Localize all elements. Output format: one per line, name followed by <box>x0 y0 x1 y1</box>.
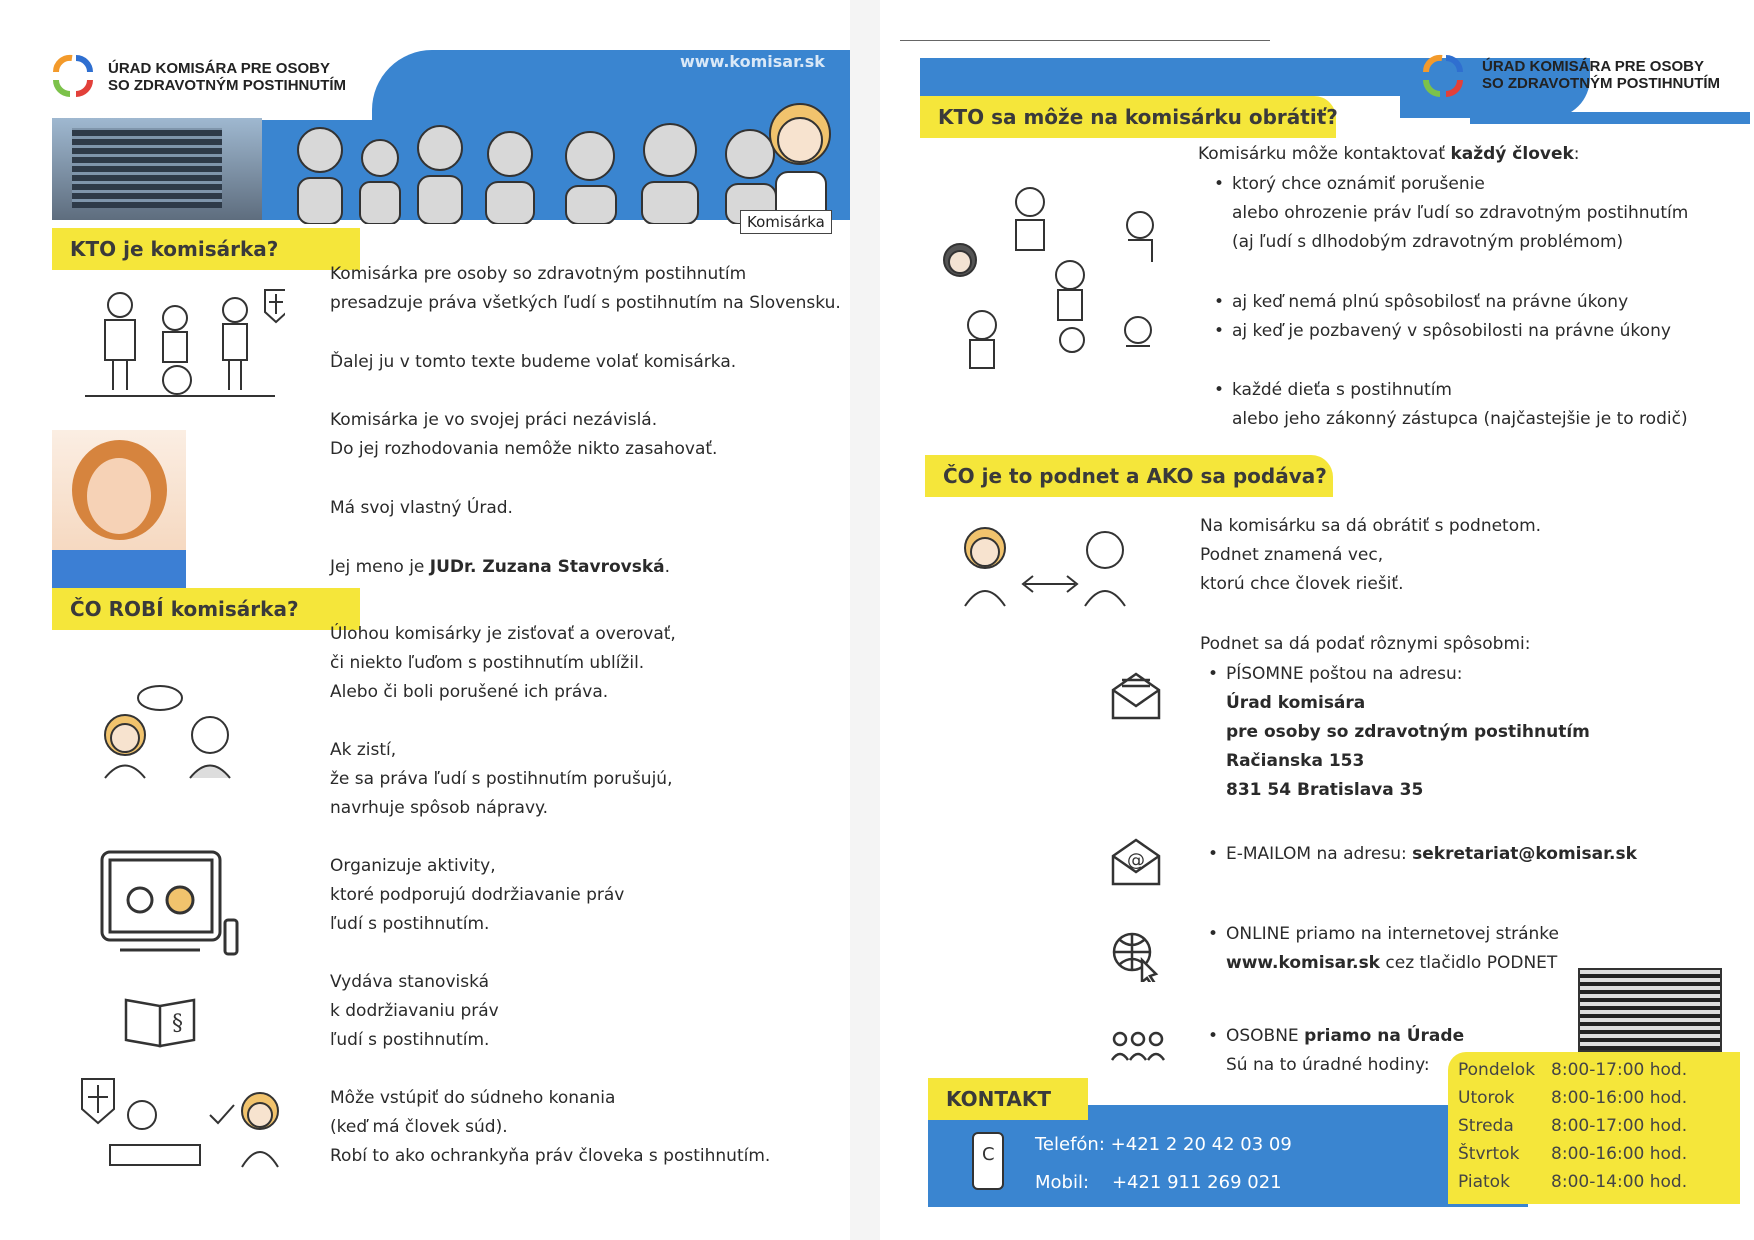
mobile-row: Mobil: +421 911 269 021 <box>1035 1172 1282 1193</box>
p2: Ďalej ju v tomto texte budeme volať komisárka. <box>330 352 737 372</box>
podnet-text: Na komisárku sa dá obrátiť s podnetom. Podnet znamená vec, ktorú chce človek riešiť. <box>1200 516 1542 594</box>
office-hours-table <box>1448 1056 1693 1196</box>
email-icon <box>1110 836 1162 888</box>
mobile-number[interactable]: +421 911 269 021 <box>1111 1172 1282 1193</box>
website-link[interactable]: www.komisar.sk <box>1226 953 1380 973</box>
svg-text:C: C <box>982 1144 995 1165</box>
heading-who-can: KTO sa môže na komisárku obrátiť? <box>920 96 1336 138</box>
two-people-talking-icon <box>90 680 240 780</box>
email-address[interactable]: sekretariat@komisar.sk <box>1412 844 1637 864</box>
heading-what: ČO ROBÍ komisárka? <box>52 588 360 630</box>
p8: Organizuje aktivity, ktoré podporujú dodržiavanie práv ľudí s postihnutím. <box>330 856 625 934</box>
office-hours-panel <box>1448 1052 1740 1204</box>
office-logo-icon <box>1420 52 1464 100</box>
hours-row <box>1448 1112 1693 1140</box>
p5: Jej meno je JUDr. Zuzana Stavrovská. <box>330 557 671 577</box>
commissioner-photo <box>52 430 186 588</box>
hours-row <box>1448 1084 1693 1112</box>
office-name-right: ÚRAD KOMISÁRA PRE OSOBY SO ZDRAVOTNÝM POSTIHNUTÍM <box>1482 58 1721 92</box>
top-rule <box>900 40 1270 41</box>
p9: Vydáva stanoviská k dodržiavaniu práv ľudí s postihnutím. <box>330 972 499 1050</box>
hours-time: 8:00-17:00 hod. <box>1551 1116 1688 1136</box>
p1: Komisárka pre osoby so zdravotným postihnutím presadzuje práva všetkých ľudí s postihnutím na Slovensku. <box>330 264 841 313</box>
bullet-4: každé dieťa s postihnutím <box>1232 380 1452 400</box>
komisarka-label: Komisárka <box>740 210 832 234</box>
banner-website: www.komisar.sk <box>680 52 825 71</box>
hours-row <box>1448 1168 1693 1196</box>
way-online: ONLINE priamo na internetovej stránke www.komisar.sk cez tlačidlo PODNET <box>1226 924 1559 973</box>
people-group-wheelchair-icon <box>85 280 285 400</box>
way-letter: PÍSOMNE poštou na adresu: Úrad komisára pre osoby so zdravotným postihnutím Račianska 153 831 54 Bratislava 35 <box>1226 660 1590 805</box>
people-illustration <box>290 100 850 224</box>
phone-number[interactable]: +421 2 20 42 03 09 <box>1110 1134 1292 1155</box>
office-name: ÚRAD KOMISÁRA PRE OSOBY SO ZDRAVOTNÝM POSTIHNUTÍM <box>108 60 347 94</box>
way-in-person: OSOBNE priamo na Úrade Sú na to úradné hodiny: <box>1226 1026 1465 1075</box>
phone-row: Telefón: +421 2 20 42 03 09 <box>1035 1134 1292 1155</box>
office-building-photo <box>52 118 262 220</box>
bullet-2: aj keď nemá plnú spôsobilosť na právne úkony <box>1232 292 1629 312</box>
hours-day: Štvrtok <box>1458 1144 1520 1164</box>
p4: Má svoj vlastný Úrad. <box>330 498 513 518</box>
who-can-list: ktorý chce oznámiť porušenie alebo ohrozenie práv ľudí so zdravotným postihnutím (aj ľudí s dlhodobým zdravotným problémom) <box>1232 170 1688 257</box>
p3: Komisárka je vo svojej práci nezávislá. Do jej rozhodovania nemôže nikto zasahovať. <box>330 410 718 459</box>
who-can-intro: Komisárku môže kontaktovať každý človek: <box>1198 144 1580 164</box>
svg-text:@: @ <box>1127 850 1145 871</box>
hours-day: Utorok <box>1458 1088 1515 1108</box>
hours-day: Pondelok <box>1458 1060 1536 1080</box>
heading-podnet: ČO je to podnet a AKO sa podáva? <box>925 455 1333 497</box>
phone-icon <box>970 1130 1006 1192</box>
p10: Môže vstúpiť do súdneho konania (keď má človek súd). Robí to ako ochrankyňa práv človeka s postihnutím. <box>330 1088 771 1166</box>
right-page <box>880 0 1754 1240</box>
commissioner-name: JUDr. Zuzana Stavrovská <box>429 557 665 577</box>
bullet-3: aj keď je pozbavený v spôsobilosti na právne úkony <box>1232 321 1671 341</box>
svg-text:§: § <box>172 1011 183 1036</box>
contact-label: KONTAKT <box>928 1078 1088 1120</box>
hours-row <box>1448 1140 1693 1168</box>
hours-day: Piatok <box>1458 1172 1510 1192</box>
hours-day: Streda <box>1458 1116 1514 1136</box>
hours-time: 8:00-14:00 hod. <box>1551 1172 1688 1192</box>
p7: Ak zistí, že sa práva ľudí s postihnutím porušujú, navrhuje spôsob nápravy. <box>330 740 673 818</box>
header-blue-underline <box>1470 112 1750 124</box>
address: Úrad komisára pre osoby so zdravotným postihnutím Račianska 153 831 54 Bratislava 35 <box>1226 693 1590 800</box>
hours-time: 8:00-16:00 hod. <box>1551 1088 1688 1108</box>
tv-presentation-icon <box>100 850 250 960</box>
heading-who: KTO je komisárka? <box>52 228 360 270</box>
header-blue-band <box>920 58 1400 96</box>
hours-row <box>1448 1056 1693 1084</box>
ways-intro: Podnet sa dá podať rôznymi spôsobmi: <box>1200 634 1531 654</box>
hours-time: 8:00-16:00 hod. <box>1551 1144 1688 1164</box>
court-advocate-icon <box>80 1075 290 1185</box>
globe-cursor-icon <box>1110 930 1162 982</box>
law-book-icon <box>122 990 202 1050</box>
bullet-1: ktorý chce oznámiť porušenie <box>1232 174 1485 194</box>
two-people-exchange-icon <box>955 520 1135 610</box>
office-logo-icon <box>50 52 94 100</box>
office-building-sketch <box>1578 968 1722 1052</box>
page-gutter <box>850 0 880 1240</box>
letter-icon <box>1110 670 1162 722</box>
who-can-list-3: každé dieťa s postihnutím alebo jeho zákonný zástupca (najčastejšie je to rodič) <box>1232 376 1688 434</box>
who-can-list-2 <box>1232 288 1671 346</box>
p6: Úlohou komisárky je zisťovať a overovať, či niekto ľuďom s postihnutím ublížil. Alebo či boli porušené ich práva. <box>330 624 676 702</box>
hours-time: 8:00-17:00 hod. <box>1551 1060 1688 1080</box>
people-group-icon <box>940 180 1170 370</box>
left-page <box>0 0 850 1240</box>
people-in-person-icon <box>1110 1030 1166 1066</box>
way-email: E-MAILOM na adresu: sekretariat@komisar.sk <box>1226 844 1637 864</box>
